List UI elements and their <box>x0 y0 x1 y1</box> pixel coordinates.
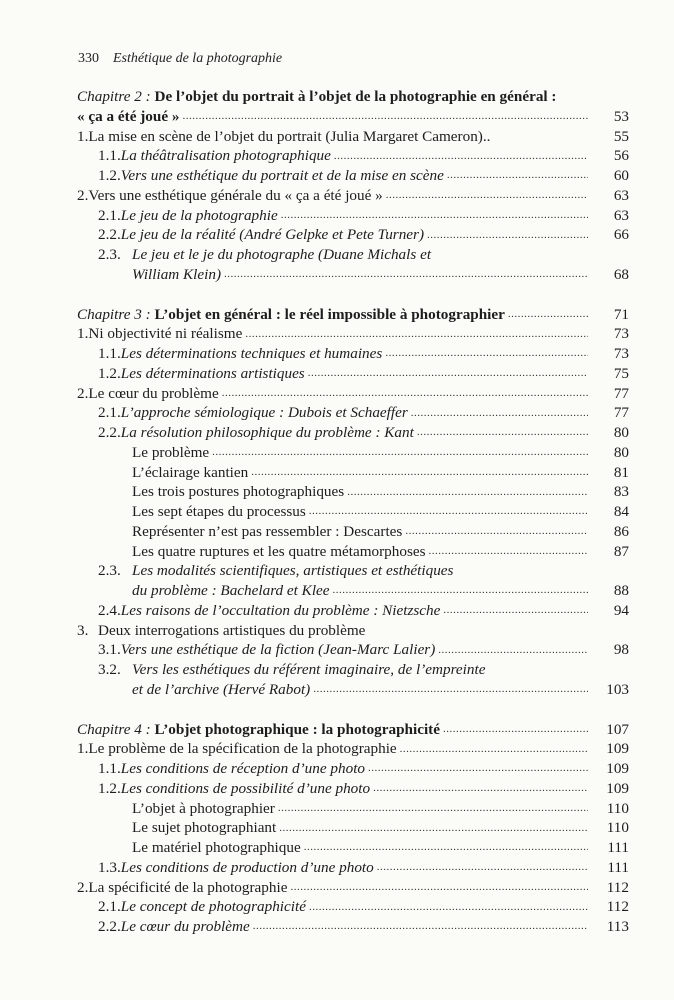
leader-dots <box>405 524 588 538</box>
entry-number: 2.1. <box>98 206 121 224</box>
page-ref: 55 <box>613 127 629 145</box>
leader-dots <box>290 880 588 894</box>
toc-entry <box>77 858 629 878</box>
page-ref: 112 <box>606 878 629 896</box>
entry-title: Vers une esthétique générale du « ça a été joué » <box>88 186 383 204</box>
book-title: Esthétique de la photographie <box>113 51 283 66</box>
entry-number: 3.1. <box>98 641 121 659</box>
entry-title: Les sept étapes du processus <box>132 503 306 520</box>
entry-title: La mise en scène de l’objet du portrait (Julia Margaret Cameron).. <box>88 127 491 145</box>
toc-entry <box>77 640 629 660</box>
page-ref: 63 <box>613 186 629 204</box>
leader-dots <box>333 583 588 597</box>
page-ref: 87 <box>613 542 629 560</box>
entry-title: L’approche sémiologique : Dubois et Schaeffer <box>120 404 408 422</box>
entry-number: 3.2. <box>98 661 121 678</box>
leader-dots <box>385 346 588 360</box>
page-ref: 75 <box>613 364 629 382</box>
leader-dots <box>427 228 588 242</box>
entry-title: Les déterminations techniques et humaines <box>120 345 383 362</box>
entry-title: Les conditions de réception d’une photo <box>120 760 366 777</box>
chapter-4 <box>77 720 629 937</box>
toc-subentry <box>77 463 629 483</box>
page-ref: 107 <box>606 720 629 738</box>
toc-entry <box>77 561 629 601</box>
leader-dots <box>304 840 588 854</box>
entry-title: Les modalités scientifiques, artistiques et esthétiques <box>132 562 454 580</box>
toc-subentry <box>77 443 629 463</box>
toc-entry <box>77 403 629 423</box>
entry-title-cont: et de l’archive (Hervé Rabot) <box>132 680 311 698</box>
entry-title: Deux interrogations artistiques du problème <box>98 621 366 639</box>
entry-number: 2.2. <box>98 226 121 244</box>
toc-entry <box>77 344 629 364</box>
entry-number: 3. <box>77 621 89 639</box>
entry-number: 1. <box>77 127 89 145</box>
leader-dots <box>368 761 588 775</box>
toc-entry <box>77 107 629 127</box>
toc-entry <box>77 245 629 285</box>
entry-title: Le cœur du problème <box>88 384 219 402</box>
entry-number: 1.2. <box>98 364 121 382</box>
page-ref: 103 <box>606 680 629 698</box>
leader-dots <box>212 445 588 459</box>
page-ref: 109 <box>606 760 629 777</box>
entry-number: 2. <box>77 384 89 402</box>
page-ref: 80 <box>613 424 629 441</box>
page-ref: 112 <box>606 898 629 916</box>
toc-entry <box>77 146 629 166</box>
entry-title: La spécificité de la photographie <box>88 878 288 896</box>
toc-entry <box>77 423 629 443</box>
leader-dots <box>443 603 588 617</box>
toc-subentry <box>77 482 629 502</box>
entry-number: 2.3. <box>98 562 121 580</box>
entry-title: Les raisons de l’occultation du problème : Nietzsche <box>120 601 441 619</box>
toc-entry <box>77 206 629 226</box>
running-head <box>78 50 282 68</box>
entry-title: Représenter n’est pas ressembler : Descartes <box>132 522 403 540</box>
page-ref: 80 <box>613 443 629 461</box>
chapter-heading <box>77 720 629 740</box>
entry-title: Les conditions de possibilité d’une photo <box>120 779 371 797</box>
chapter-label: Chapitre 4 : <box>77 720 155 738</box>
entry-number: 1. <box>77 740 89 758</box>
toc-entry <box>77 621 629 641</box>
page-ref: 110 <box>606 799 629 817</box>
page-ref: 81 <box>613 463 629 481</box>
entry-number: 1.1. <box>98 345 121 362</box>
entry-number: 2.2. <box>98 918 121 935</box>
leader-dots <box>308 366 588 380</box>
entry-title: Ni objectivité ni réalisme <box>88 325 243 343</box>
leader-dots <box>347 485 588 499</box>
toc-subentry <box>77 502 629 522</box>
leader-dots <box>386 188 588 202</box>
page-ref: 68 <box>613 265 629 283</box>
chapter-title: De l’objet du portrait à l’objet de la photographie en général : <box>154 88 557 105</box>
leader-dots <box>373 781 588 795</box>
entry-title: Le concept de photographicité <box>120 898 306 916</box>
chapter-label: Chapitre 3 : <box>77 305 155 323</box>
chapter-heading <box>77 87 629 107</box>
entry-number: 1.3. <box>98 858 121 876</box>
leader-dots <box>281 208 588 222</box>
entry-number: 2.4. <box>98 601 121 619</box>
page-ref: 63 <box>613 206 629 224</box>
page-ref: 110 <box>606 819 629 837</box>
entry-number: 1.2. <box>98 779 121 797</box>
page-number: 330 <box>78 51 99 66</box>
entry-title: Le jeu de la photographie <box>120 206 278 224</box>
page-ref: 77 <box>613 404 629 422</box>
toc-entry <box>77 779 629 799</box>
entry-title: Vers une esthétique de la fiction (Jean-Marc Lalier) <box>120 641 436 659</box>
page-ref: 60 <box>613 167 629 184</box>
entry-title: Les déterminations artistiques <box>120 364 305 382</box>
entry-number: 1.1. <box>98 147 121 165</box>
page-ref: 73 <box>613 345 629 362</box>
page-ref: 77 <box>613 384 629 402</box>
toc-entry <box>77 324 629 344</box>
page-ref: 73 <box>613 325 629 343</box>
entry-title-cont: du problème : Bachelard et Klee <box>132 582 330 599</box>
leader-dots <box>334 149 588 163</box>
chapter-title-cont: « ça a été joué » <box>77 107 180 125</box>
leader-dots <box>447 168 588 182</box>
entry-number: 1.1. <box>98 760 121 777</box>
toc-subentry <box>77 838 629 858</box>
entry-number: 2.3. <box>98 246 121 263</box>
page-ref: 66 <box>613 226 629 244</box>
leader-dots <box>253 919 588 933</box>
toc-entry <box>77 364 629 384</box>
entry-number: 2. <box>77 186 89 204</box>
toc-subentry <box>77 818 629 838</box>
toc-entry <box>77 384 629 404</box>
page-ref: 113 <box>606 918 629 935</box>
leader-dots <box>279 821 588 835</box>
entry-title-cont: William Klein) <box>132 265 222 283</box>
page-ref: 56 <box>613 147 629 165</box>
entry-title: Le cœur du problème <box>120 918 250 935</box>
leader-dots <box>400 742 588 756</box>
table-of-contents <box>77 87 629 957</box>
entry-title: Le matériel photographique <box>132 839 301 856</box>
toc-subentry <box>77 542 629 562</box>
entry-title: La théâtralisation photographique <box>120 147 331 165</box>
toc-entry <box>77 225 629 245</box>
toc-entry <box>77 660 629 700</box>
entry-title: Le jeu de la réalité (André Gelpke et Pete Turner) <box>120 226 425 244</box>
leader-dots <box>182 109 588 123</box>
entry-title: Vers une esthétique du portrait et de la mise en scène <box>120 167 444 184</box>
leader-dots <box>224 267 588 281</box>
toc-entry <box>77 897 629 917</box>
toc-entry <box>77 601 629 621</box>
page-ref: 86 <box>613 522 629 540</box>
chapter-title: L’objet en général : le réel impossible à photographier <box>154 305 505 323</box>
page-ref: 53 <box>613 107 629 125</box>
page-ref: 98 <box>613 641 629 659</box>
page-ref: 94 <box>613 601 629 619</box>
leader-dots <box>443 722 588 736</box>
leader-dots <box>429 544 588 558</box>
page-ref: 71 <box>613 305 629 323</box>
toc-entry <box>77 166 629 186</box>
entry-number: 1. <box>77 325 89 343</box>
leader-dots <box>309 900 588 914</box>
entry-number: 2. <box>77 878 89 896</box>
leader-dots <box>313 682 588 696</box>
leader-dots <box>251 465 588 479</box>
entry-title: Vers les esthétiques du référent imaginaire, de l’empreinte <box>132 661 486 678</box>
chapter-heading <box>77 305 629 325</box>
toc-entry <box>77 186 629 206</box>
chapter-3 <box>77 305 629 700</box>
toc-subentry <box>77 522 629 542</box>
leader-dots <box>245 327 588 341</box>
entry-title: Le problème de la spécification de la photographie <box>88 740 397 758</box>
leader-dots <box>377 860 588 874</box>
leader-dots <box>417 425 588 439</box>
entry-title: L’objet à photographier <box>132 799 275 817</box>
page-ref: 84 <box>613 503 629 520</box>
toc-entry <box>77 739 629 759</box>
leader-dots <box>222 386 588 400</box>
page-ref: 83 <box>613 483 629 501</box>
leader-dots <box>278 801 588 815</box>
toc-entry <box>77 878 629 898</box>
toc-entry <box>77 127 629 147</box>
entry-title: Le sujet photographiant <box>132 819 277 837</box>
entry-title: La résolution philosophique du problème : Kant <box>120 424 414 441</box>
entry-title: L’éclairage kantien <box>132 463 249 481</box>
chapter-title: L’objet photographique : la photographicité <box>154 720 440 738</box>
entry-number: 1.2. <box>98 167 121 184</box>
entry-number: 2.1. <box>98 404 121 422</box>
toc-entry <box>77 759 629 779</box>
leader-dots <box>438 643 588 657</box>
page-ref: 111 <box>607 839 629 856</box>
toc-subentry <box>77 799 629 819</box>
toc-entry <box>77 917 629 937</box>
page-ref: 109 <box>606 779 629 797</box>
leader-dots <box>309 504 588 518</box>
leader-dots <box>411 406 588 420</box>
chapter-2 <box>77 87 629 285</box>
entry-title: Les conditions de production d’une photo <box>120 858 374 876</box>
page-ref: 111 <box>607 858 629 876</box>
page-ref: 109 <box>606 740 629 758</box>
leader-dots <box>508 307 588 321</box>
chapter-label: Chapitre 2 : <box>77 88 155 105</box>
entry-title: Le problème <box>132 443 210 461</box>
entry-title: Les trois postures photographiques <box>132 483 345 501</box>
entry-number: 2.1. <box>98 898 121 916</box>
page-ref: 88 <box>613 582 629 599</box>
entry-number: 2.2. <box>98 424 121 441</box>
entry-title: Le jeu et le je du photographe (Duane Michals et <box>132 246 432 263</box>
entry-title: Les quatre ruptures et les quatre métamorphoses <box>132 542 426 560</box>
